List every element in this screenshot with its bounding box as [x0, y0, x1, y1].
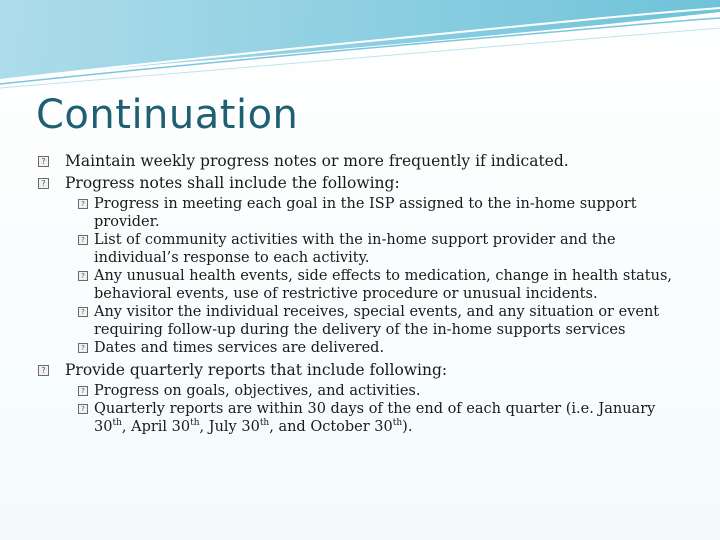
- sub-bullet-item: [78, 196, 688, 231]
- bullet-item: [38, 174, 688, 193]
- sub-bullet-item: [78, 401, 688, 436]
- bullet-text: Maintain weekly progress notes or more frequently if indicated.: [65, 152, 569, 170]
- sub-bullet-text: Any visitor the individual receives, special events, and any situation or event requiring follow-up during the delivery of the in-home supports services: [94, 304, 660, 338]
- bullet-text: Provide quarterly reports that include following:: [65, 360, 448, 379]
- sub-bullet-text: Progress on goals, objectives, and activities.: [94, 382, 421, 399]
- sub-bullet-text: Progress in meeting each goal in the ISP assigned to the in-home support provider.: [94, 196, 637, 230]
- sub-bullet-text: List of community activities with the in-home support provider and the individual’s response to each activity.: [94, 232, 616, 266]
- bullet-box-icon: [38, 156, 49, 167]
- bullet-item: [38, 361, 688, 380]
- bullet-list: [38, 152, 688, 439]
- sub-bullet-item: [78, 383, 688, 401]
- bullet-box-icon: [78, 307, 88, 317]
- bullet-box-icon: [78, 235, 88, 245]
- bullet-box-icon: [78, 404, 88, 414]
- bullet-box-icon: [38, 178, 49, 189]
- bullet-group: [38, 361, 688, 437]
- slide-title: Continuation: [36, 92, 299, 138]
- sub-bullet-item: [78, 268, 688, 303]
- sub-bullet-item: [78, 232, 688, 267]
- bullet-group: [38, 174, 688, 358]
- bullet-box-icon: [78, 271, 88, 281]
- bullet-box-icon: [38, 365, 49, 376]
- quarterly-text: Quarterly reports are within 30 days of the end of each quarter (i.e. January 30th, April 30th, July 30th, and October 30th).: [94, 401, 656, 435]
- sub-bullet-item: [78, 304, 688, 339]
- bullet-box-icon: [78, 199, 88, 209]
- sub-bullet-item: [78, 340, 688, 358]
- bullet-item: [38, 152, 688, 171]
- sub-bullet-text: Dates and times services are delivered.: [94, 340, 385, 356]
- sub-bullet-text: Any unusual health events, side effects to medication, change in health status, behavioral events, use of restrictive procedure or unusual incidents.: [94, 268, 673, 302]
- header-wave-decoration: [0, 0, 720, 90]
- bullet-box-icon: [78, 386, 88, 396]
- bullet-text: Progress notes shall include the following:: [65, 174, 400, 192]
- bullet-box-icon: [78, 343, 88, 353]
